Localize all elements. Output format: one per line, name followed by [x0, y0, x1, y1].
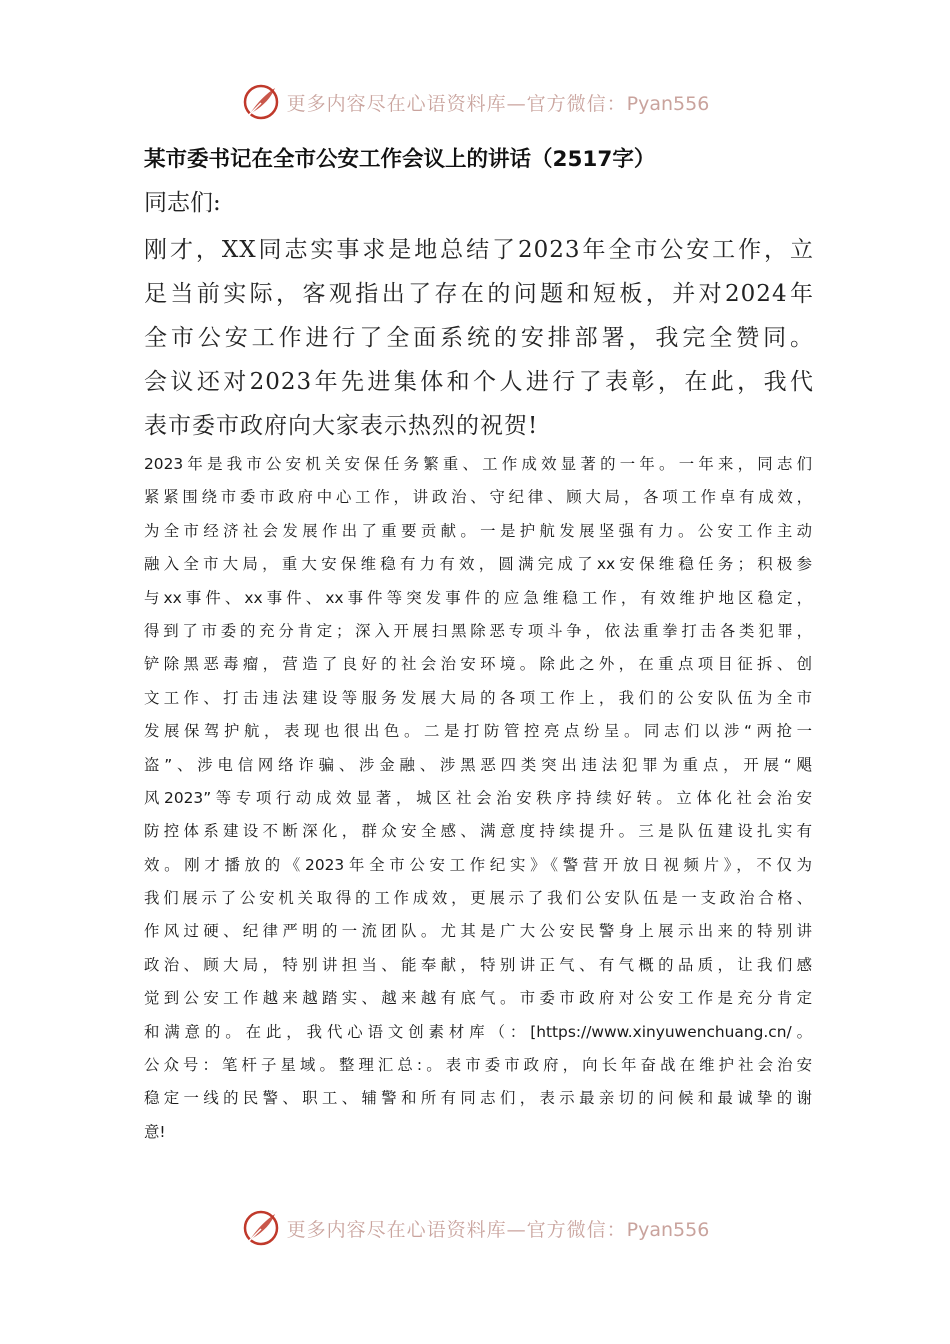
body-line: 为全市经济社会发展作出了重要贡献。一是护航发展坚强有力。公安工作主动 [144, 521, 812, 540]
intro-line: 会议还对2023年先进集体和个人进行了表彰，在此，我代 [144, 369, 814, 395]
header-watermark [0, 80, 950, 124]
intro-line: 刚才，XX同志实事求是地总结了2023年全市公安工作，立 [144, 237, 814, 263]
body-line: 防控体系建设不断深化，群众安全感、满意度持续提升。三是队伍建设扎实有 [144, 822, 812, 841]
body-line: 与xx事件、xx事件、xx事件等突发事件的应急维稳工作，有效维护地区稳定， [144, 588, 812, 607]
body-line: 我们展示了公安机关取得的工作成效，更展示了我们公安队伍是一支政治合格、 [144, 889, 812, 908]
document-title: 某市委书记在全市公安工作会议上的讲话（2517字） [144, 147, 656, 172]
body-line: 盗”、涉电信网络诈骗、涉金融、涉黑恶四类突出违法犯罪为重点，开展“飓 [144, 755, 812, 774]
body-line: 觉到公安工作越来越踏实、越来越有底气。市委市政府对公安工作是充分肯定 [144, 989, 812, 1008]
intro-line: 全市公安工作进行了全面系统的安排部署，我完全赞同。 [144, 325, 814, 351]
intro-line: 表市委市政府向大家表示热烈的祝贺! [144, 413, 539, 439]
body-line: 发展保驾护航，表现也很出色。二是打防管控亮点纷呈。同志们以涉“两抢一 [144, 722, 812, 741]
quill-pen-logo-icon [241, 1208, 281, 1248]
quill-pen-logo-icon [241, 82, 281, 122]
body-line: 铲除黑恶毒瘤，营造了良好的社会治安环境。除此之外，在重点项目征拆、创 [144, 655, 812, 674]
body-line: 意! [144, 1122, 166, 1141]
intro-line: 足当前实际，客观指出了存在的问题和短板，并对2024年 [144, 281, 814, 307]
body-line: 风2023”等专项行动成效显著，城区社会治安秩序持续好转。立体化社会治安 [144, 788, 812, 807]
body-line: 紧紧围绕市委市政府中心工作，讲政治、守纪律、顾大局，各项工作卓有成效， [144, 488, 812, 507]
body-line: 和满意的。在此，我代心语文创素材库（：[https://www.xinyuwenchuang.cn/。 [144, 1022, 812, 1041]
body-line: 作风过硬、纪律严明的一流团队。尤其是广大公安民警身上展示出来的特别讲 [144, 922, 812, 941]
body-line: 2023年是我市公安机关安保任务繁重、工作成效显著的一年。一年来，同志们 [144, 455, 812, 473]
body-line: 公众号：笔杆子星域。整理汇总:。表市委市政府，向长年奋战在维护社会治安 [144, 1056, 812, 1075]
intro-paragraph [144, 228, 814, 448]
watermark-text: 更多内容尽在心语资料库—官方微信：Pyan556 [286, 1218, 710, 1241]
body-line: 稳定一线的民警、职工、辅警和所有同志们，表示最亲切的问候和最诚挚的谢 [144, 1089, 812, 1108]
body-paragraph [144, 448, 812, 1149]
greeting: 同志们: [144, 190, 221, 216]
body-line: 效。刚才播放的《2023年全市公安工作纪实》《警营开放日视频片》，不仅为 [144, 855, 812, 874]
watermark-text: 更多内容尽在心语资料库—官方微信：Pyan556 [286, 92, 710, 115]
body-line: 文工作、打击违法建设等服务发展大局的各项工作上，我们的公安队伍为全市 [144, 688, 812, 707]
footer-watermark [0, 1206, 950, 1250]
body-line: 得到了市委的充分肯定；深入开展扫黑除恶专项斗争，依法重拳打击各类犯罪， [144, 621, 812, 640]
body-line: 政治、顾大局，特别讲担当、能奉献，特别讲正气、有气概的品质，让我们感 [144, 955, 812, 974]
body-line: 融入全市大局，重大安保维稳有力有效，圆满完成了xx安保维稳任务；积极参 [144, 555, 812, 574]
